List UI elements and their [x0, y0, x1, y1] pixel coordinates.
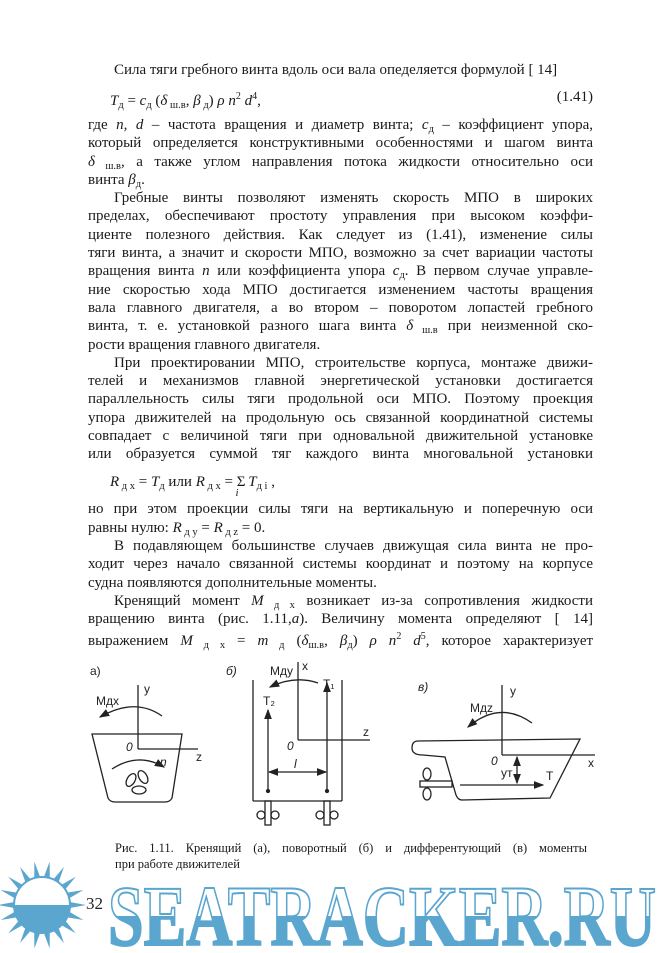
- text-line: [88, 610, 593, 628]
- text-run: винта, т. е. установкой разного шага винта: [88, 318, 407, 335]
- figure-1-11: [80, 655, 600, 830]
- propeller-icon: [257, 801, 279, 825]
- text-line: [88, 226, 593, 244]
- moment-label: Mдz: [470, 701, 493, 715]
- text-run: – коэффициент упора,: [433, 116, 593, 133]
- text-run: При проектировании МПО, строительстве корпуса, монтаже движи-: [114, 354, 593, 371]
- watermark-text: SEATRACKER.RU: [108, 868, 656, 953]
- math-symbol: c: [139, 93, 147, 110]
- text-line: [88, 427, 593, 445]
- text-line: [88, 134, 593, 152]
- formula-line: [88, 79, 593, 116]
- math-symbol: δ: [406, 318, 414, 335]
- text-run: вращения винта: [88, 263, 203, 280]
- formula-line: [88, 464, 593, 501]
- math-symbol: д: [146, 100, 152, 112]
- propeller-icon: [124, 769, 150, 794]
- math-symbol: Σ: [236, 473, 246, 490]
- math-symbol: R: [172, 519, 182, 536]
- math-symbol: T: [244, 473, 257, 490]
- math-symbol: ш.в: [167, 100, 186, 112]
- math-symbol: β: [128, 171, 136, 188]
- text-line: [88, 336, 593, 354]
- math-symbol: M: [251, 592, 264, 609]
- text-line: [88, 390, 593, 408]
- text-line: [88, 317, 593, 335]
- math-symbol: m: [257, 633, 269, 650]
- text-run: вращению винта (рис. 1.11,: [88, 611, 292, 628]
- text-line: [88, 372, 593, 390]
- math-symbol: д: [200, 100, 209, 112]
- math-symbol: д x: [119, 480, 136, 492]
- diagram-trim-moment: [412, 680, 595, 800]
- math-symbol: T: [110, 93, 119, 110]
- caption-line: при работе движителей: [115, 857, 240, 871]
- math-symbol: д: [428, 123, 434, 135]
- text-run: ,: [324, 633, 340, 650]
- diagram-heeling-moment: [90, 664, 202, 802]
- math-symbol: а: [291, 611, 300, 628]
- axis-label-y: y: [144, 682, 150, 696]
- text-run: который определяется конструктивными особенностями и шагом винта: [88, 135, 593, 152]
- text-run: ,: [267, 473, 275, 490]
- text-run: ние скоростью хода МПО достигается изменением частоты вращения: [88, 281, 593, 298]
- text-run: =: [135, 473, 151, 490]
- math-symbol: д x: [192, 640, 226, 652]
- axis-label-z: z: [363, 725, 369, 739]
- text-run: , а также углом направления потока жидкости относительно оси: [121, 153, 593, 170]
- text-run: =: [220, 473, 237, 490]
- math-symbol: д y: [181, 526, 198, 538]
- math-symbol: д: [159, 480, 165, 492]
- math-symbol: M: [180, 633, 193, 650]
- text-run: Кренящий момент: [114, 592, 252, 609]
- axis-label-y: y: [510, 684, 516, 698]
- label-b: б): [226, 664, 237, 678]
- text-line: [88, 262, 593, 280]
- math-symbol: 4: [252, 91, 258, 103]
- text-run: =: [197, 519, 214, 536]
- math-symbol: д: [118, 100, 124, 112]
- text-run: выражением: [88, 633, 181, 650]
- label-c: в): [418, 680, 429, 694]
- text-run: – частота вращения и диаметр винта;: [143, 116, 422, 133]
- text-run: пределах, обеспечивают простоту управления при высоком коэффи-: [88, 208, 593, 225]
- text-run: (: [284, 633, 302, 650]
- page-number: 32: [86, 894, 103, 913]
- text-run: упора движителей на продольную ось связанной координатной системы: [88, 409, 593, 426]
- text-run: судна появляются дополнительные моменты.: [88, 574, 377, 591]
- moment-arrow: [100, 707, 162, 717]
- label-a: а): [90, 664, 101, 678]
- math-symbol: n: [202, 263, 210, 280]
- math-symbol: 2: [396, 631, 402, 643]
- text-run: ходит через начало связанной системы координат и поэтому на корпусе: [88, 556, 593, 573]
- math-symbol: д: [399, 270, 405, 282]
- math-symbol: δ: [88, 153, 95, 170]
- moment-arrow: [270, 680, 318, 687]
- text-run: вала главного двигателя, а во втором – поворотом лопастей гребного: [88, 299, 593, 316]
- origin-label: 0: [491, 754, 498, 768]
- text-run: или коэффициента упора: [209, 263, 393, 280]
- text-run: ,: [185, 93, 194, 110]
- origin-label: 0: [287, 739, 294, 753]
- math-symbol: β: [193, 93, 201, 110]
- math-symbol: d: [401, 633, 421, 650]
- math-symbol: д x: [263, 599, 295, 611]
- math-symbol: ш.в: [94, 160, 121, 172]
- text-run: или: [164, 473, 196, 490]
- text-line: [88, 409, 593, 427]
- text-run: = 0.: [238, 519, 266, 536]
- text-line: [88, 500, 593, 518]
- text-run: параллельность силы тяги продольной оси МПО. Поэтому проекция: [88, 391, 593, 408]
- diagram-turning-moment: [226, 659, 370, 825]
- text-run: ,: [257, 93, 261, 110]
- equation-number: (1.41): [556, 89, 593, 106]
- text-line: [88, 574, 593, 592]
- rotation-label: n: [160, 755, 167, 769]
- text-line: [88, 61, 593, 79]
- text-run: В подавляющем большинстве случаев движущая сила винта не про-: [114, 537, 593, 554]
- text-run: (: [151, 93, 161, 110]
- text-run: =: [123, 93, 140, 110]
- offset-label: yт: [501, 766, 513, 780]
- math-symbol: ρ n: [369, 633, 397, 650]
- text-run: ): [352, 633, 370, 650]
- math-symbol: д z: [222, 526, 238, 538]
- origin-label: 0: [126, 740, 133, 754]
- text-run: или образуется суммой тяг каждого винта многовальной установки: [88, 446, 593, 463]
- text-run: тяги винта, а значит и скорости МПО, возможно за счет вариации частоты: [88, 245, 593, 262]
- rotation-arrow: [112, 760, 164, 769]
- text-line: [88, 537, 593, 555]
- text-run: Гребные винты позволяют изменять скорость МПО в широких: [114, 190, 593, 207]
- propeller-icon: [420, 768, 452, 800]
- text-run: , которое характеризует: [425, 633, 594, 650]
- math-symbol: 2: [235, 91, 241, 103]
- text-line: [88, 171, 593, 189]
- hull-section: [92, 734, 182, 802]
- text-run: рости вращения главного двигателя.: [88, 336, 321, 353]
- math-symbol: д x: [204, 480, 221, 492]
- text-run: ). Величину момента определяют [ 14]: [299, 611, 594, 628]
- text-line: [88, 189, 593, 207]
- hull-profile: [412, 739, 580, 800]
- math-symbol: β: [339, 633, 348, 650]
- caption-line: Рис. 1.11. Кренящий (а), поворотный (б) и дифферентующий (в) моменты: [115, 841, 587, 855]
- text-run: равны нулю:: [88, 519, 173, 536]
- math-symbol: ш.в: [413, 325, 438, 337]
- text-run: . В первом случае управле-: [404, 263, 593, 280]
- text-line: [88, 519, 593, 537]
- thrust-label: T: [546, 769, 554, 783]
- math-symbol: R: [110, 473, 120, 490]
- math-symbol: i: [235, 486, 239, 499]
- text-run: телей и механизмов главной энергетической установки достигается: [88, 373, 593, 390]
- text-line: [88, 281, 593, 299]
- text-run: винта: [88, 171, 129, 188]
- text-run: ): [208, 93, 218, 110]
- text-line: [88, 592, 593, 610]
- math-symbol: R: [213, 519, 223, 536]
- math-symbol: c: [392, 263, 400, 280]
- text-line: [88, 445, 593, 463]
- math-symbol: δ: [160, 93, 168, 110]
- text-run: .: [141, 171, 145, 188]
- math-symbol: T: [150, 473, 160, 490]
- math-symbol: д: [347, 640, 353, 652]
- math-symbol: д i: [256, 480, 268, 492]
- math-symbol: д: [135, 178, 142, 190]
- math-symbol: 5: [420, 631, 426, 643]
- text-run: где: [88, 116, 117, 133]
- text-run: но при этом проекции силы тяги на вертикальную и поперечную оси: [88, 501, 593, 518]
- distance-label: l: [294, 757, 297, 771]
- text-line: [88, 116, 593, 134]
- text-line: [88, 555, 593, 573]
- math-symbol: c: [421, 116, 429, 133]
- axis-label-x: x: [588, 756, 594, 770]
- moment-label: Mдx: [96, 694, 119, 708]
- body-text: [88, 61, 594, 652]
- math-symbol: ш.в: [308, 640, 325, 652]
- math-symbol: n, d: [116, 116, 144, 133]
- math-symbol: д: [268, 640, 285, 652]
- sun-logo-icon: [0, 862, 86, 949]
- moment-label: Mдy: [270, 664, 293, 678]
- math-symbol: R: [195, 473, 205, 490]
- math-symbol: ρ n: [217, 93, 236, 110]
- text-run: Сила тяги гребного винта вдоль оси вала опеделяется формулой [ 14]: [114, 62, 558, 78]
- text-run: совпадает с величиной тяги при одновальной движительной установке: [88, 428, 593, 445]
- propeller-icon: [316, 801, 338, 825]
- math-symbol: d: [240, 93, 253, 110]
- text-line: [88, 244, 593, 262]
- axis-label-z: z: [196, 750, 202, 764]
- math-symbol: δ: [301, 633, 309, 650]
- text-line: [88, 299, 593, 317]
- text-run: возникает из-за сопротивления жидкости: [294, 592, 593, 609]
- text-line: [88, 153, 593, 171]
- axis-label-x: x: [302, 659, 308, 673]
- text-run: =: [225, 633, 258, 650]
- thrust-label-t1: T₁: [323, 677, 335, 691]
- text-run: при неизменной ско-: [437, 318, 594, 335]
- text-line: [88, 628, 594, 652]
- text-run: циенте полезного действия. Как следует из (1.41), изменение силы: [88, 226, 593, 243]
- text-line: [88, 207, 593, 225]
- text-line: [88, 354, 593, 372]
- thrust-label-t2: T₂: [263, 694, 275, 708]
